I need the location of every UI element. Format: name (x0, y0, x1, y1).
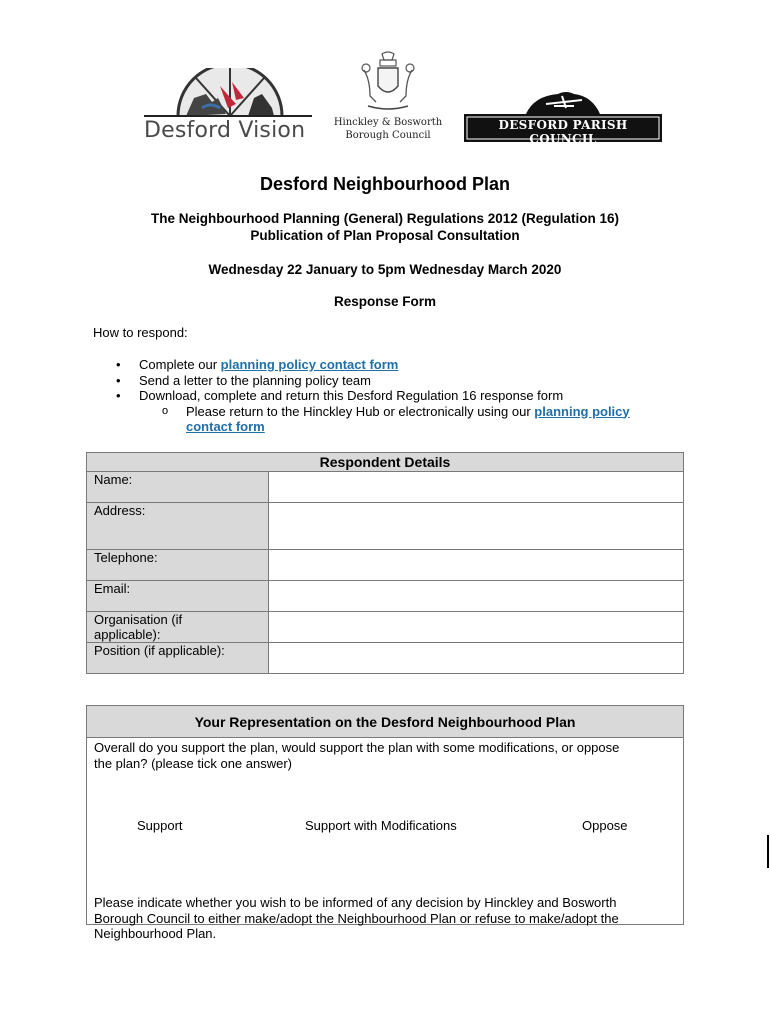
parish-council-name: DESFORD PARISH COUNCIL (498, 118, 628, 146)
inform-decision-text (94, 895, 678, 942)
desford-vision-emblem-icon (140, 68, 315, 120)
address-field[interactable] (269, 503, 684, 550)
document-title: Desford Neighbourhood Plan (260, 174, 510, 194)
inform-line1: Please indicate whether you wish to be informed of any decision by Hinckley and Bosworth (94, 895, 617, 910)
support-question-line2: the plan? (please tick one answer) (94, 755, 293, 771)
name-label: Name: (87, 472, 269, 503)
organisation-label-line2: applicable): (94, 627, 161, 642)
planning-policy-contact-form-link[interactable]: planning policy contact form (220, 357, 399, 372)
representation-table (86, 705, 684, 941)
telephone-label: Telephone: (87, 550, 269, 581)
regulation-line-2: Publication of Plan Proposal Consultation (250, 228, 520, 243)
representation-body (87, 738, 684, 941)
respondent-details-header: Respondent Details (87, 453, 684, 472)
sub-bullet-text: Please return to the Hinckley Hub or electronically using our (186, 403, 535, 419)
bullet-3-text: Download, complete and return this Desford Regulation 16 response form (139, 388, 564, 403)
planning-policy-link-part1[interactable]: planning policy (534, 403, 630, 419)
organisation-label (87, 612, 269, 643)
list-item (116, 388, 630, 404)
telephone-field[interactable] (269, 550, 684, 581)
coat-of-arms-icon (330, 50, 446, 112)
bullet-icon: • (116, 372, 121, 388)
bullet-2-text: Send a letter to the planning policy team (139, 372, 371, 388)
organisation-label-line1: Organisation (if (94, 612, 183, 627)
desford-vision-logo (140, 68, 315, 148)
sub-list-item (116, 404, 630, 435)
hbbc-logo (330, 50, 446, 148)
respond-options-list (116, 357, 630, 435)
support-option[interactable]: Support (137, 818, 183, 833)
email-label: Email: (87, 581, 269, 612)
representation-header: Your Representation on the Desford Neighbourhood Plan (87, 706, 684, 738)
support-with-modifications-option[interactable]: Support with Modifications (305, 818, 457, 833)
inform-line3: Neighbourhood Plan. (94, 926, 217, 941)
support-question-line1: Overall do you support the plan, would support the plan with some modifications, or oppose (94, 740, 620, 755)
position-label: Position (if applicable): (87, 643, 269, 674)
regulation-line-1: The Neighbourhood Planning (General) Regulations 2012 (Regulation 16) (150, 211, 620, 226)
bullet-icon: • (116, 357, 121, 372)
inform-line2: Borough Council to either make/adopt the Neighbourhood Plan or refuse to make/adopt the (94, 910, 619, 926)
bullet-icon: • (116, 388, 121, 403)
consultation-dates: Wednesday 22 January to 5pm Wednesday March 2020 (208, 262, 562, 277)
list-item (116, 373, 630, 389)
form-title: Response Form (333, 294, 437, 309)
hbbc-line1: Hinckley & Bosworth (333, 117, 443, 128)
oppose-option[interactable]: Oppose (582, 818, 628, 833)
email-field[interactable] (269, 581, 684, 612)
text-cursor (767, 835, 769, 868)
how-to-respond-label: How to respond: (93, 325, 188, 340)
bullet-1-text: Complete our (139, 357, 221, 372)
hbbc-name (330, 116, 446, 142)
hbbc-line2: Borough Council (345, 130, 431, 141)
parish-council-logo (462, 90, 664, 144)
respondent-details-table (86, 452, 684, 674)
name-field[interactable] (269, 472, 684, 503)
organisation-field[interactable] (269, 612, 684, 643)
sub-bullet-icon: o (162, 404, 169, 417)
desford-vision-text: Desford Vision (144, 118, 306, 143)
contact-form-link-part2[interactable]: contact form (186, 419, 265, 434)
list-item (116, 357, 630, 373)
position-field[interactable] (269, 643, 684, 674)
address-label: Address: (87, 503, 269, 550)
